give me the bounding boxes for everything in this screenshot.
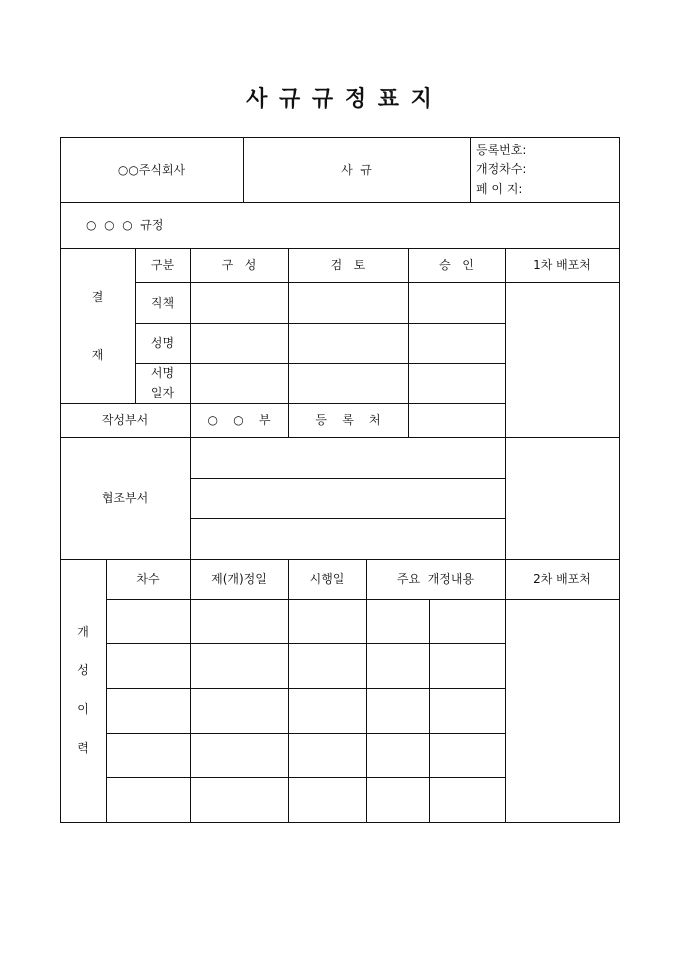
header-distribution-2: 2차 배포처 — [533, 572, 591, 586]
row-name: 성명 — [150, 336, 175, 350]
revision-label: 개정차수: — [476, 162, 527, 176]
header-distribution-1: 1차 배포처 — [533, 258, 591, 272]
approval-label-1: 결 — [91, 290, 104, 304]
header-approve: 승 인 — [439, 258, 474, 272]
grid-line-h — [106, 733, 506, 734]
page-label: 페 이 지: — [476, 182, 523, 196]
grid-line-h — [135, 282, 620, 283]
header-review: 검 토 — [330, 258, 366, 272]
history-label-3: 이 — [77, 702, 89, 716]
author-dept-value: ○ ○ 부 — [207, 413, 271, 427]
grid-line-h — [106, 688, 506, 689]
header-category: 구분 — [150, 258, 175, 272]
grid-line-h — [106, 643, 506, 644]
header-compose: 구 성 — [221, 258, 257, 272]
reg-no-label: 등록번호: — [476, 143, 527, 157]
grid-line-v — [505, 248, 506, 823]
grid-line-v — [470, 137, 471, 203]
history-label-4: 력 — [77, 741, 89, 755]
doc-type: 사 규 — [341, 162, 372, 177]
grid-line-h — [190, 518, 506, 519]
grid-line-h — [190, 478, 506, 479]
header-revision-date: 제(개)정일 — [211, 572, 267, 586]
registry-label: 등 록 처 — [315, 413, 381, 427]
author-dept-label: 작성부서 — [101, 413, 149, 427]
header-effective-date: 시행일 — [309, 572, 345, 586]
history-label-2: 성 — [77, 663, 89, 677]
grid-line-h — [106, 599, 620, 600]
header-main-changes: 주요 개정내용 — [396, 572, 475, 586]
cooperation-label: 협조부서 — [101, 491, 149, 505]
header-revision-no: 차수 — [136, 572, 160, 586]
row-position: 직책 — [150, 295, 175, 310]
regulation-name: ○ ○ ○ 규정 — [86, 218, 164, 232]
grid-line-v — [619, 137, 620, 823]
page-title: 사 규 규 정 표 지 — [246, 86, 434, 112]
history-label-1: 개 — [77, 625, 89, 639]
row-sign-date: 서명 일자 — [150, 366, 175, 400]
grid-line-h — [60, 822, 620, 823]
grid-line-h — [106, 777, 506, 778]
grid-line-v — [429, 599, 430, 823]
approval-label-2: 재 — [91, 348, 104, 362]
company-name: ○○주식회사 — [117, 162, 186, 177]
